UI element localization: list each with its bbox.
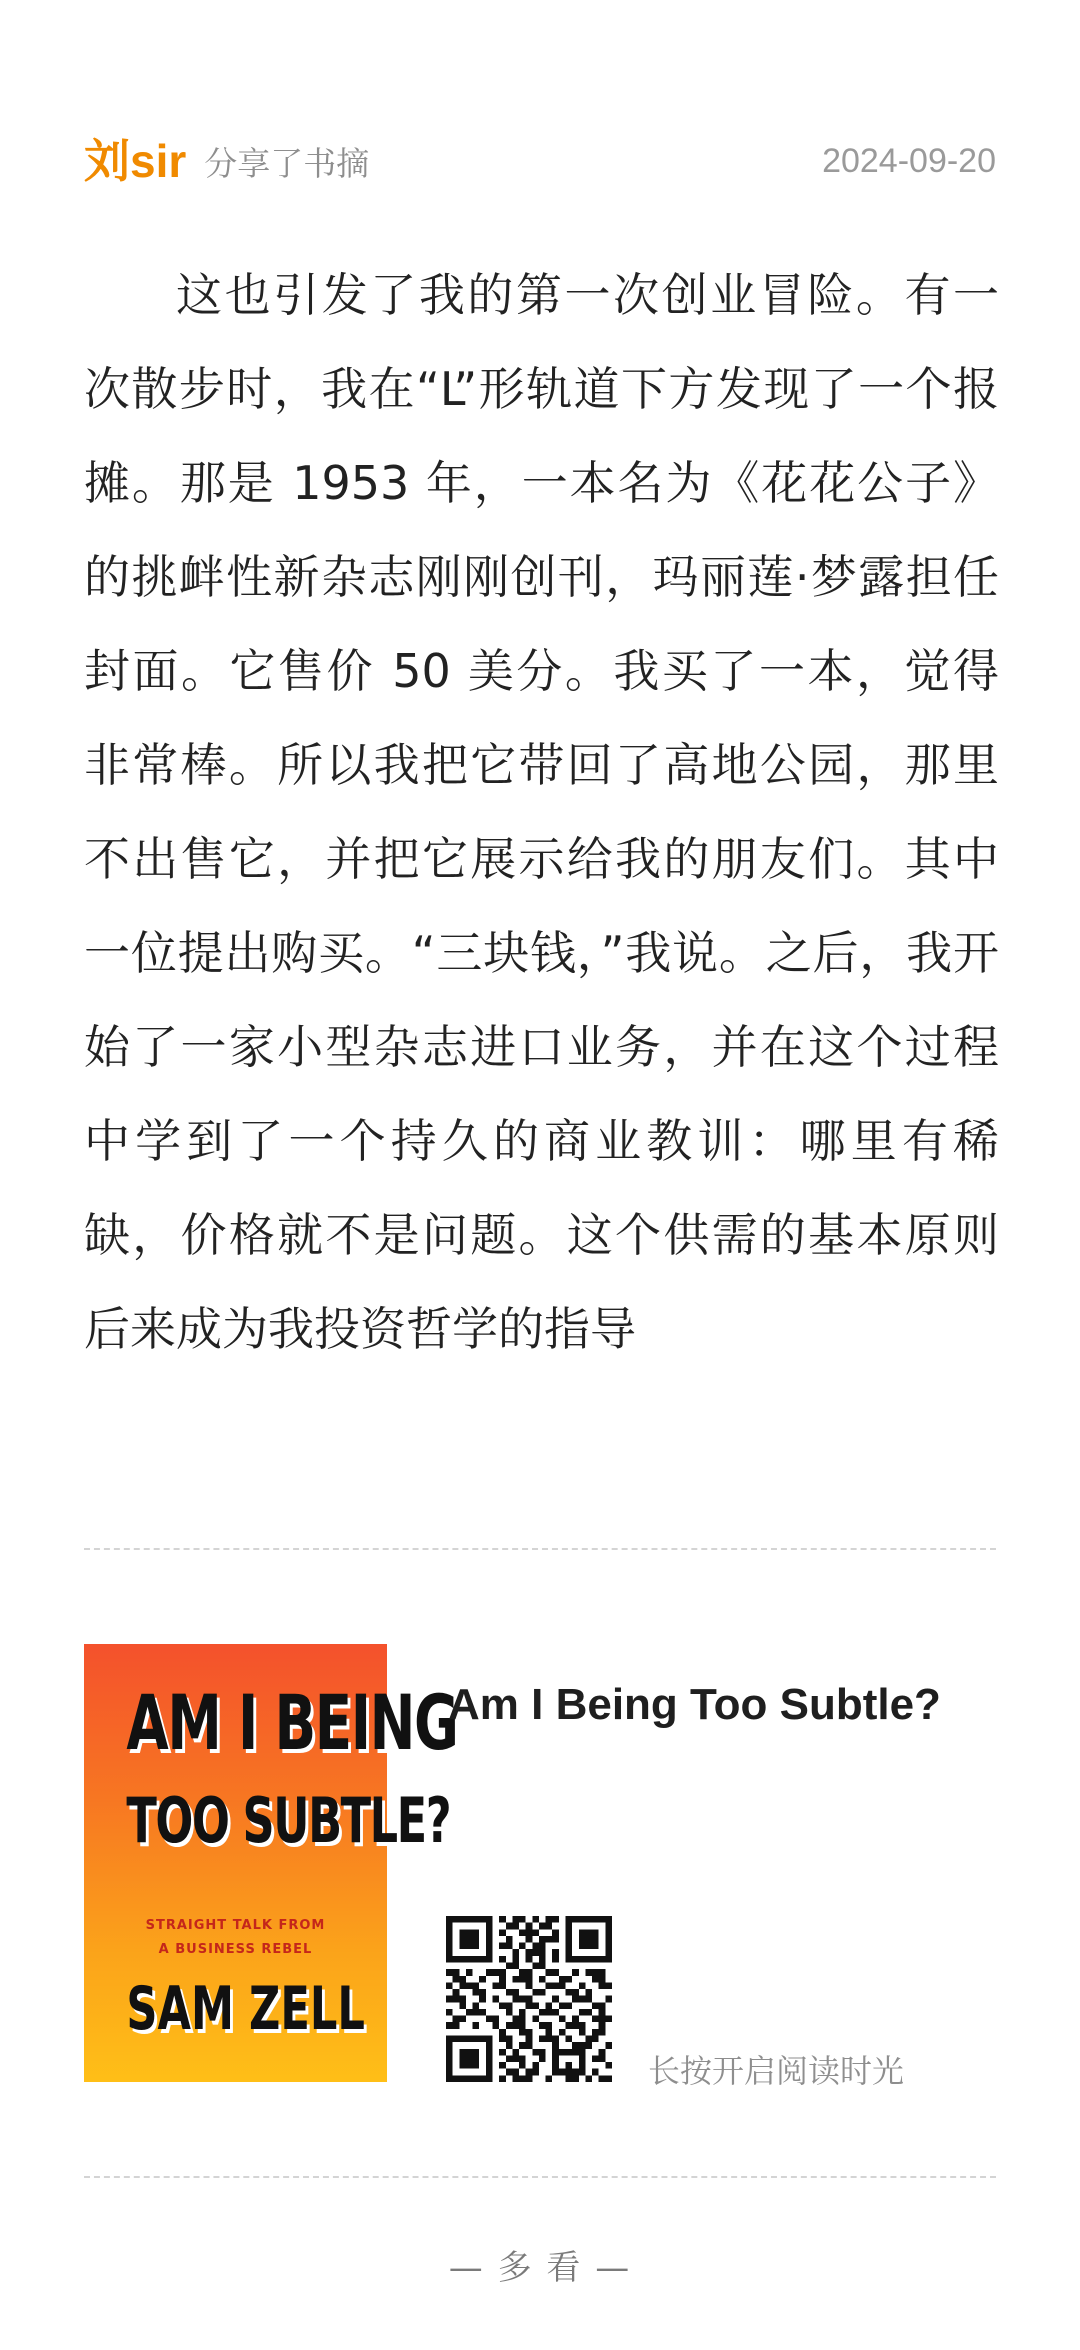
- book-cover[interactable]: [84, 1644, 458, 2082]
- cover-author: SAM ZELL: [126, 1974, 365, 2044]
- cover-title-line-1: AM I BEING: [126, 1678, 458, 1767]
- cover-subtitle-line-1: STRAIGHT TALK FROM: [145, 1918, 326, 1933]
- share-action-label: 分享了书摘: [204, 143, 370, 183]
- qr-code-icon[interactable]: [446, 1916, 612, 2082]
- book-title[interactable]: Am I Being Too Subtle?: [448, 1680, 941, 1729]
- book-excerpt: 这也引发了我的第一次创业冒险。有一次散步时，我在“L”形轨道下方发现了一个报摊。那是 1953 年，一本名为《花花公子》的挑衅性新杂志刚刚创刊，玛丽莲·梦露担任封面。它售价 50 美分。我买了一本，觉得非常棒。所以我把它带回了高地公园，那里不出售它，并把它展示给我的朋友们。其中一位提出购买。“三块钱，”我说。之后，我开始了一家小型杂志进口业务，并在这个过程中学到了一个持久的商业教训：哪里有稀缺，价格就不是问题。这个供需的基本原则后来成为我投资哲学的指导: [84, 268, 999, 1356]
- cover-title-line-2: TOO SUBTLE?: [126, 1784, 451, 1857]
- more-link[interactable]: — 多 看 —: [448, 2248, 632, 2288]
- cover-subtitle-line-2: A BUSINESS REBEL: [158, 1942, 313, 1957]
- share-date: 2024-09-20: [822, 141, 996, 180]
- qr-hint-text: 长按开启阅读时光: [648, 2052, 905, 2090]
- author-name[interactable]: 刘sir: [84, 135, 187, 187]
- share-header: [84, 122, 996, 194]
- divider: [84, 2176, 996, 2178]
- divider: [84, 1548, 996, 1550]
